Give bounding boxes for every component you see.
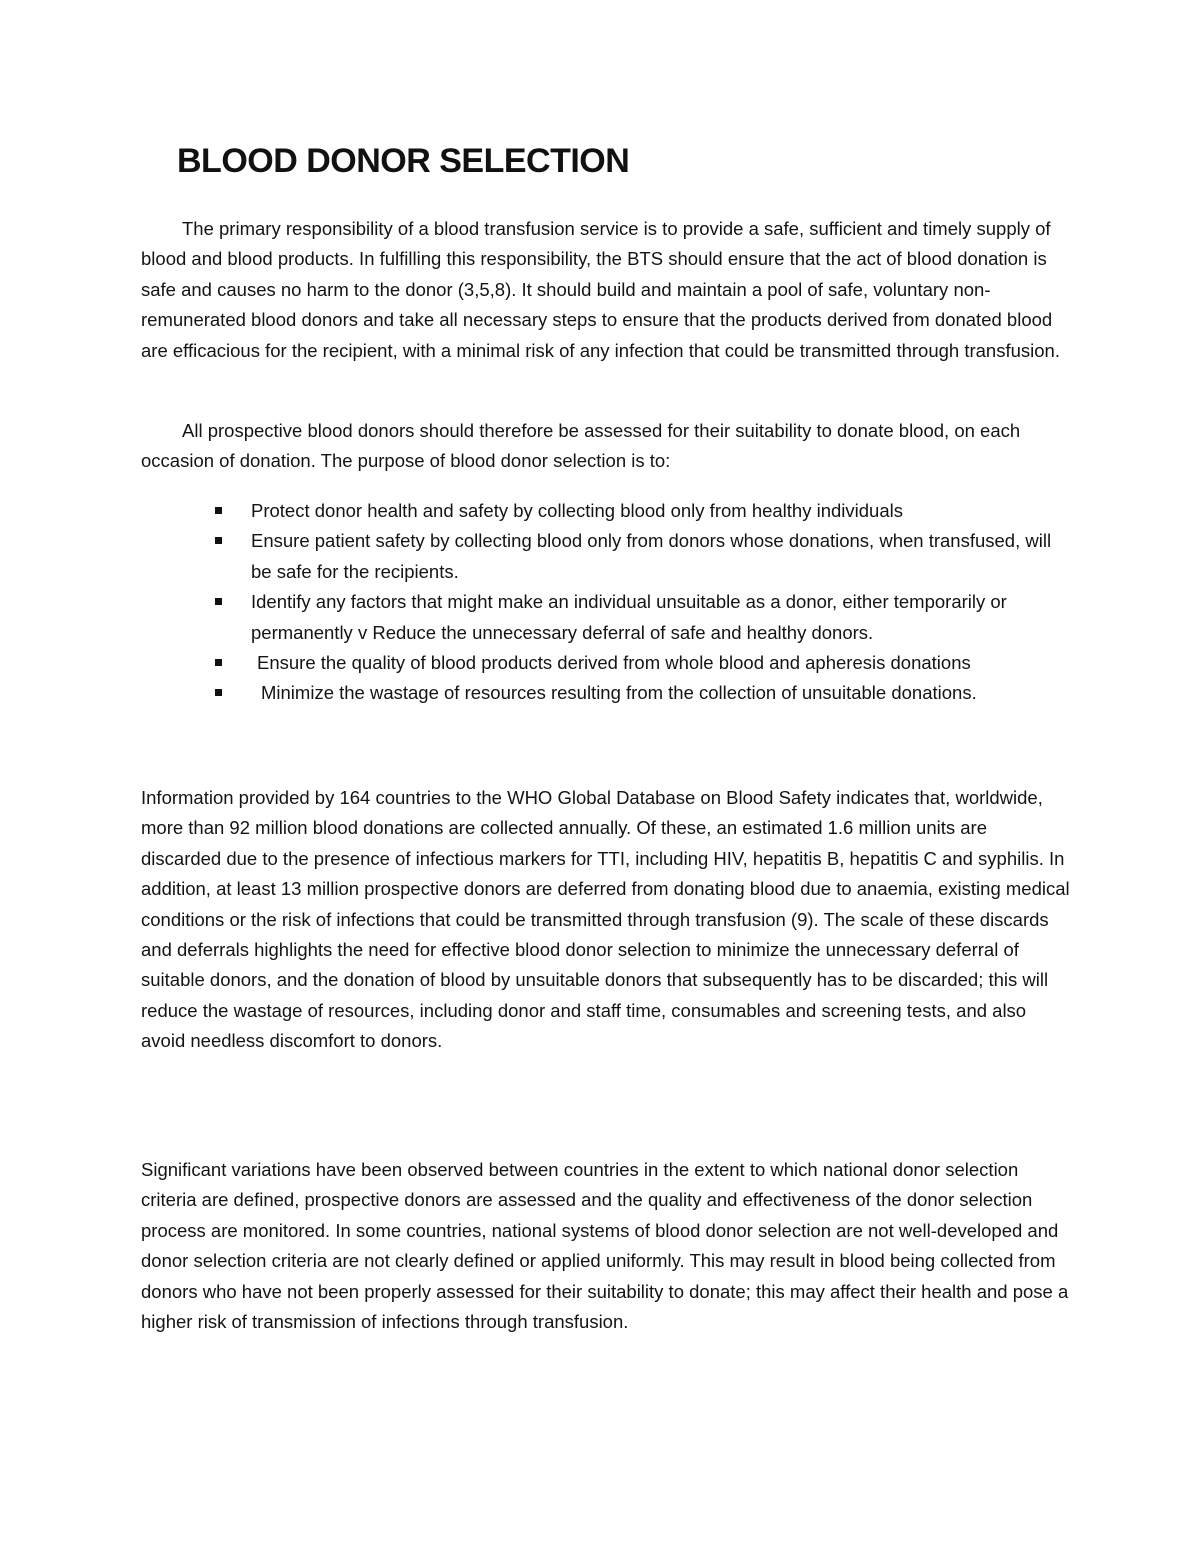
square-bullet-icon (215, 507, 222, 514)
square-bullet-icon (215, 689, 222, 696)
square-bullet-icon (215, 537, 222, 544)
list-item (210, 587, 1070, 648)
list-item (210, 678, 1070, 708)
document-title: BLOOD DONOR SELECTION (177, 142, 630, 180)
list-item (210, 526, 1070, 587)
paragraph-who-data: Information provided by 164 countries to the WHO Global Database on Blood Safety indicates that, worldwide, more than 92 million blood donations are collected annually. Of these, an estimated 1.6 million units are discarded due to the presence of infectious markers for TTI, including HIV, hepatitis B, hepatitis C and syphilis. In addition, at least 13 million prospective donors are deferred from donating blood due to anaemia, existing medical conditions or the risk of infections that could be transmitted through transfusion (9). The scale of these discards and deferrals highlights the need for effective blood donor selection to minimize the unnecessary deferral of suitable donors, and the donation of blood by unsuitable donors that subsequently has to be discarded; this will reduce the wastage of resources, including donor and staff time, consumables and screening tests, and also avoid needless discomfort to donors. (141, 787, 1070, 1052)
paragraph-variations: Significant variations have been observed between countries in the extent to which national donor selection criteria are defined, prospective donors are assessed and the quality and effectiveness of the donor selection process are monitored. In some countries, national systems of blood donor selection are not well-developed and donor selection criteria are not clearly defined or applied uniformly. This may result in blood being collected from donors who have not been properly assessed for their suitability to donate; this may affect their health and pose a higher risk of transmission of infections through transfusion. (141, 1159, 1069, 1333)
list-item (210, 648, 1070, 678)
list-item-text: Identify any factors that might make an individual unsuitable as a donor, either temporarily or permanently v Reduce the unnecessary deferral of safe and healthy donors. (251, 591, 1007, 643)
list-item-text: Minimize the wastage of resources resulting from the collection of unsuitable donations. (261, 682, 977, 704)
paragraph-intro: The primary responsibility of a blood transfusion service is to provide a safe, sufficient and timely supply of blood and blood products. In fulfilling this responsibility, the BTS should ensure that the act of blood donation is safe and causes no harm to the donor (3,5,8). It should build and maintain a pool of safe, voluntary non-remunerated blood donors and take all necessary steps to ensure that the products derived from donated blood are efficacious for the recipient, with a minimal risk of any infection that could be transmitted through transfusion. (141, 218, 1060, 361)
purpose-list (210, 496, 1070, 709)
list-item (210, 496, 1070, 526)
paragraph-purpose: All prospective blood donors should therefore be assessed for their suitability to donate blood, on each occasion of donation. The purpose of blood donor selection is to: (141, 420, 1021, 472)
list-item-text: Ensure patient safety by collecting blood only from donors whose donations, when transfused, will be safe for the recipients. (251, 530, 1052, 582)
list-item-text: Protect donor health and safety by collecting blood only from healthy individuals (251, 500, 903, 521)
square-bullet-icon (215, 598, 222, 605)
square-bullet-icon (215, 659, 222, 666)
list-item-text: Ensure the quality of blood products derived from whole blood and apheresis donations (257, 652, 971, 674)
